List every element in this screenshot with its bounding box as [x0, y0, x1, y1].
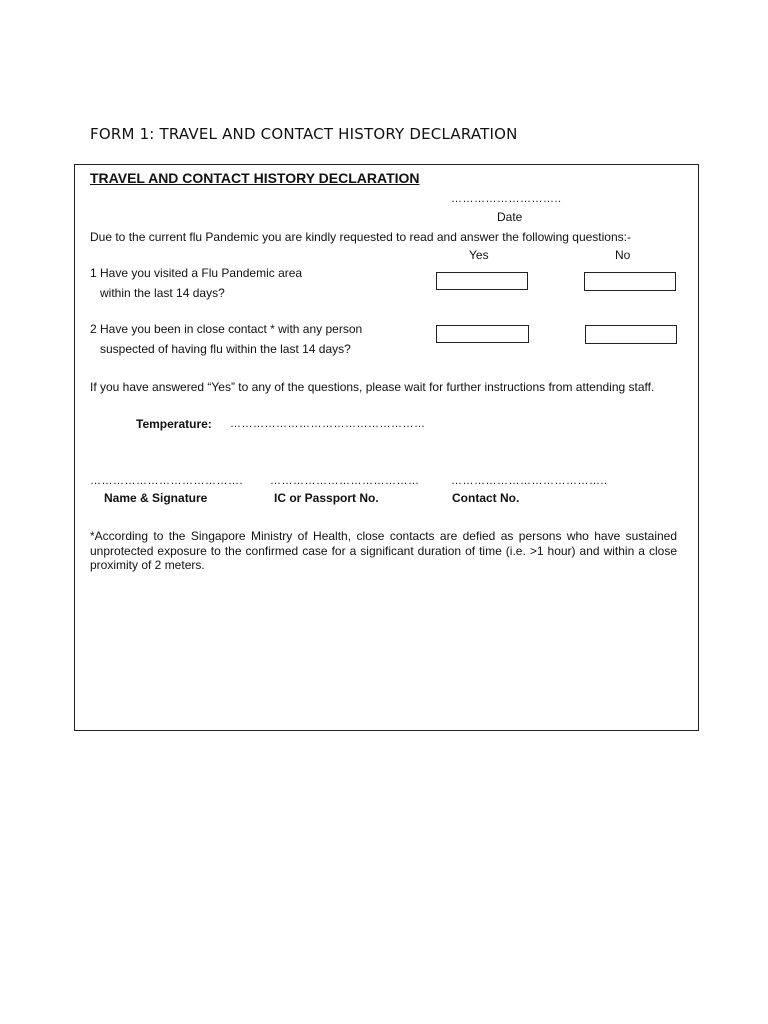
temperature-blank[interactable]: ……………………………………………: [230, 418, 426, 430]
ic-passport-blank[interactable]: …………………………………: [270, 475, 420, 487]
date-label: Date: [497, 210, 523, 224]
question-2-line-2: suspected of having flu within the last 14 days?: [100, 342, 351, 356]
instruction-text: If you have answered “Yes” to any of the questions, please wait for further instructions from attending staff.: [90, 380, 655, 394]
footnote: *According to the Singapore Ministry of Health, close contacts are defied as persons who have sustained unprotected exposure to the confirmed case for a significant duration of time (i.e. >1 hour) and within a close proximity of 2 meters.: [90, 529, 677, 572]
question-1-yes-box[interactable]: [436, 272, 528, 290]
question-1-line-2: within the last 14 days?: [100, 286, 225, 300]
question-2-no-box[interactable]: [585, 325, 677, 344]
no-column-label: No: [615, 248, 631, 262]
signature-label: Name & Signature: [104, 491, 208, 505]
signature-blank[interactable]: ………………………………….: [90, 475, 244, 487]
date-blank[interactable]: ………………………..: [451, 193, 562, 205]
yes-column-label: Yes: [469, 248, 489, 262]
ic-passport-label: IC or Passport No.: [274, 491, 379, 505]
question-2-yes-box[interactable]: [436, 325, 529, 343]
question-2-line-1: 2 Have you been in close contact * with any person: [90, 322, 363, 336]
contact-number-label: Contact No.: [452, 491, 520, 505]
question-1-line-1: 1 Have you visited a Flu Pandemic area: [90, 266, 303, 280]
question-1-no-box[interactable]: [584, 272, 676, 291]
contact-number-blank[interactable]: …………………………………..: [451, 475, 608, 487]
intro-text: Due to the current flu Pandemic you are kindly requested to read and answer the following questions:-: [90, 230, 631, 244]
declaration-title: TRAVEL AND CONTACT HISTORY DECLARATION: [90, 170, 420, 186]
temperature-label: Temperature:: [136, 417, 212, 431]
declaration-box: [74, 164, 699, 731]
form-heading: FORM 1: TRAVEL AND CONTACT HISTORY DECLARATION: [90, 125, 518, 143]
